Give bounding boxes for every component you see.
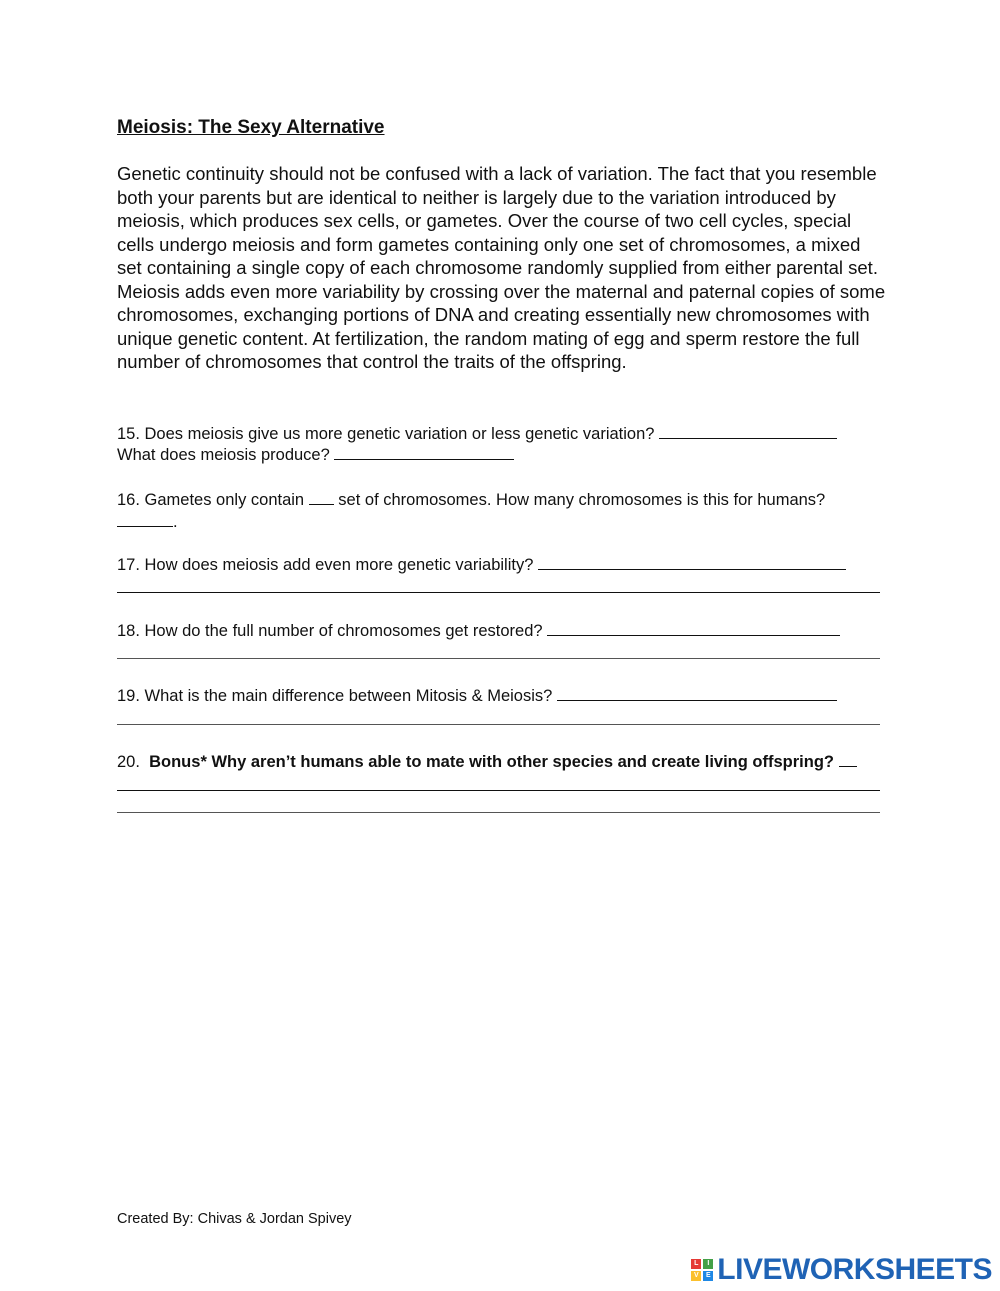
answer-15b-blank[interactable]	[334, 443, 514, 460]
answer-15-blank[interactable]	[659, 422, 837, 439]
answer-16a-blank[interactable]	[309, 488, 334, 505]
answer-17-blank[interactable]	[538, 553, 846, 570]
question-20	[117, 750, 857, 772]
intro-paragraph: Genetic continuity should not be confused with a lack of variation. The fact that you resemble both your parents but are identical to neither is largely due to the variation introduced by meiosis, which produces sex cells, or gametes. Over the course of two cell cycles, special cells undergo meiosis and form gametes containing only one set of chromosomes, a mixed set containing a single copy of each chromosome randomly supplied from either parental set. Meiosis adds even more variability by crossing over the maternal and paternal copies of some chromosomes, exchanging portions of DNA and creating essentially new chromosomes with unique genetic content. At fertilization, the random mating of egg and sperm restore the full number of chromosomes that control the traits of the offspring.	[117, 163, 886, 372]
question-20-number: 20.	[117, 753, 140, 771]
answer-18-line[interactable]	[117, 658, 880, 659]
question-16-line2	[117, 510, 178, 532]
question-17-text: 17. How does meiosis add even more genetic variability?	[117, 556, 534, 574]
answer-17-line[interactable]	[117, 592, 880, 593]
question-15	[117, 422, 837, 444]
question-19	[117, 684, 837, 706]
logo-letter-l: L	[691, 1259, 701, 1269]
answer-19-blank[interactable]	[557, 684, 837, 701]
question-19-text: 19. What is the main difference between Mitosis & Meiosis?	[117, 687, 553, 705]
question-18	[117, 619, 840, 641]
answer-20-blank[interactable]	[839, 750, 857, 767]
question-16-tail: .	[173, 513, 178, 531]
question-15b-text: What does meiosis produce?	[117, 446, 330, 464]
answer-18-blank[interactable]	[547, 619, 840, 636]
logo-letter-v: V	[691, 1271, 701, 1281]
logo-icon	[691, 1259, 713, 1281]
question-16-part1: 16. Gametes only contain	[117, 491, 305, 509]
question-16-part2: set of chromosomes. How many chromosomes is this for humans?	[338, 491, 826, 509]
logo-letter-i: I	[703, 1259, 713, 1269]
answer-20-line-2[interactable]	[117, 812, 880, 813]
question-15-text: 15. Does meiosis give us more genetic variation or less genetic variation?	[117, 425, 655, 443]
answer-20-line-1[interactable]	[117, 790, 880, 791]
answer-19-line[interactable]	[117, 724, 880, 725]
logo-wordmark: LIVEWORKSHEETS	[717, 1253, 992, 1286]
logo-letter-e: E	[703, 1271, 713, 1281]
answer-16b-blank[interactable]	[117, 510, 173, 527]
question-15b	[117, 443, 514, 465]
footer-credit: Created By: Chivas & Jordan Spivey	[117, 1211, 352, 1227]
question-16	[117, 488, 825, 510]
liveworksheets-logo	[691, 1254, 992, 1286]
question-20-text: Bonus* Why aren’t humans able to mate with other species and create living offspring?	[149, 753, 834, 771]
page-title: Meiosis: The Sexy Alternative	[117, 117, 385, 138]
question-18-text: 18. How do the full number of chromosomes get restored?	[117, 622, 543, 640]
question-17	[117, 553, 846, 575]
